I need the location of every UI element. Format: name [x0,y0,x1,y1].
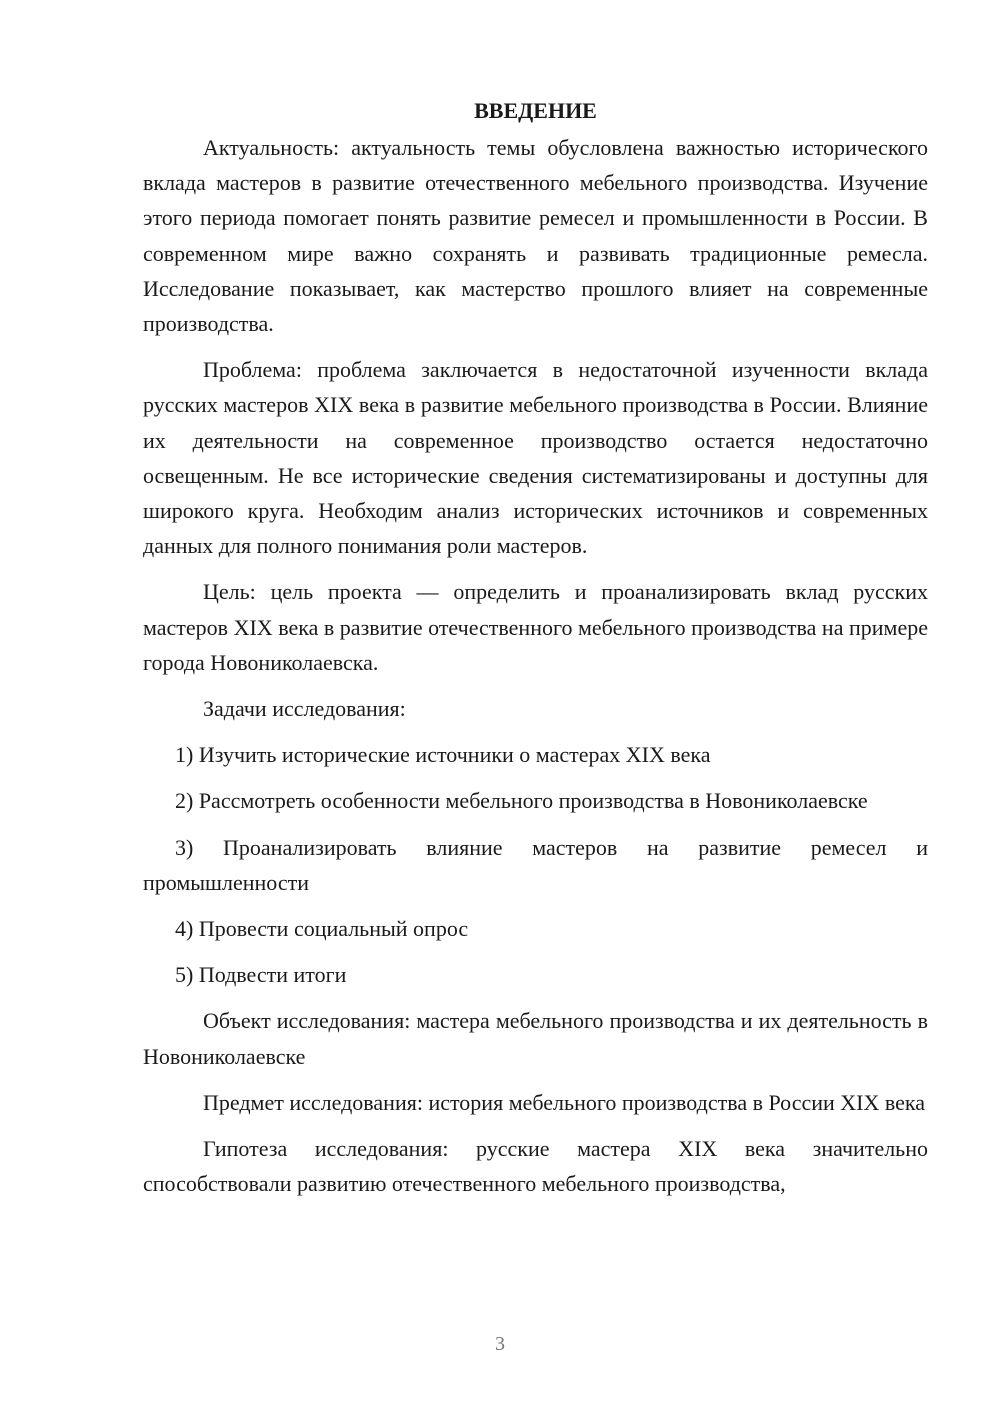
goal-paragraph: Цель: цель проекта — определить и проанализировать вклад русских мастеров XIX века в развитие отечественного мебельного производства на примере города Новониколаевска. [143,579,928,675]
document-page [143,93,928,1212]
task-item-5: 5) Подвести итоги [175,962,347,988]
section-title: ВВЕДЕНИЕ [474,98,597,123]
task-item-4: 4) Провести социальный опрос [175,916,469,942]
task-item-2: 2) Рассмотреть особенности мебельного производства в Новониколаевске [175,788,868,814]
page-number: 3 [495,1333,505,1355]
task-item-1: 1) Изучить исторические источники о мастерах XIX века [175,742,711,768]
object-paragraph: Объект исследования: мастера мебельного производства и их деятельность в Новониколаевске [143,1008,928,1069]
problem-paragraph: Проблема: проблема заключается в недостаточной изученности вклада русских мастеров XIX века в развитие мебельного производства в России. Влияние их деятельности на современное производство остается недостаточно освещенным. Не все исторические сведения систематизированы и доступны для широкого круга. Необходим анализ исторических источников и современных данных для полного понимания роли мастеров. [143,357,928,559]
task-item-3: 3) Проанализировать влияние мастеров на развитие ремесел и промышленности [143,834,928,895]
tasks-heading: Задачи исследования: [203,696,406,722]
relevance-paragraph: Актуальность: актуальность темы обусловлена важностью исторического вклада мастеров в развитие отечественного мебельного производства. Изучение этого периода помогает понять развитие ремесел и промышленности в России. В современном мире важно сохранять и развивать традиционные ремесла. Исследование показывает, как мастерство прошлого влияет на современные производства. [143,135,928,337]
subject-paragraph: Предмет исследования: история мебельного производства в России XIX века [203,1089,926,1115]
hypothesis-paragraph: Гипотеза исследования: русские мастера XIX века значительно способствовали развитию отечественного мебельного производства, [143,1136,928,1197]
